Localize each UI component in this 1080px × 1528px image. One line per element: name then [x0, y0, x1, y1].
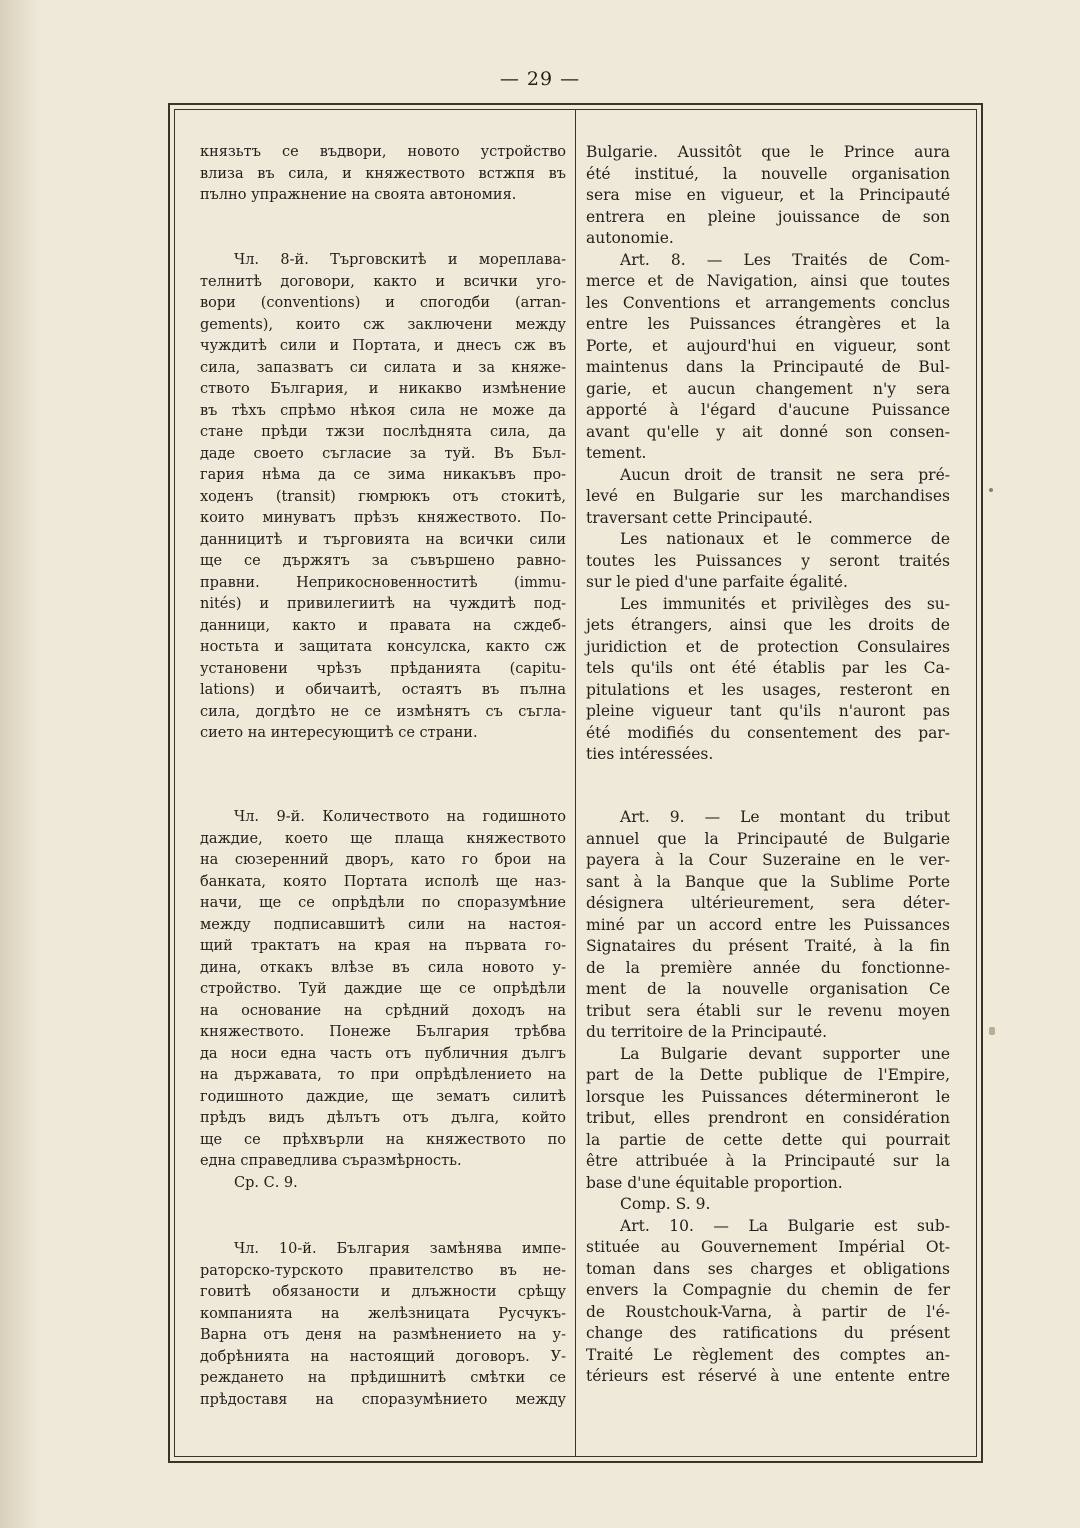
text-line: envers la Compagnie du chemin de fer	[586, 1281, 950, 1299]
page-edge-shadow	[0, 0, 40, 1528]
text-line: sant à la Banque que la Sublime Porte	[586, 872, 950, 891]
text-line: miné par un accord entre les Puissances	[586, 915, 950, 934]
text-line: сието на интересующитѣ се страни.	[200, 725, 478, 741]
text-line: entre les Puissances étrangères et la	[586, 315, 950, 333]
bg-article-9	[200, 807, 566, 1194]
text-line: garie, et aucun changement n'y sera	[586, 379, 950, 398]
text-line: gements), които сж заключени между	[200, 316, 566, 333]
text-line: tels qu'ils ont été établis par les Ca-	[586, 659, 950, 677]
text-line: въ тѣхъ спрѣмо нѣкоя сила не може да	[200, 402, 566, 419]
text-line: княжеството. Понеже България трѣбва	[200, 1024, 566, 1040]
text-line: сила, запазватъ си силата и за княже-	[200, 359, 566, 376]
text-line: sur le pied d'une parfaite égalité.	[586, 573, 848, 591]
text-line: прѣдоставя на споразумѣнието между	[200, 1391, 566, 1408]
text-line: гария нѣма да се зима никакъвъ про-	[200, 467, 566, 483]
text-line: вори (conventions) и спогодби (arran-	[200, 295, 566, 311]
text-line: ходенъ (transit) гюмрюкъ отъ стокитѣ,	[200, 488, 566, 505]
text-line: Art. 10. — La Bulgarie est sub-	[620, 1216, 950, 1235]
text-line: tribut sera établi sur le revenu moyen	[586, 1001, 950, 1020]
text-line: Варна отъ деня на размѣнението на у-	[200, 1327, 566, 1343]
text-line: les Conventions et arrangements conclus	[586, 293, 950, 312]
text-line: на държавата, то при опрѣдѣлението на	[200, 1067, 566, 1083]
text-line: даждие, което ще плаща княжеството	[200, 830, 566, 847]
cross-reference: Comp. S. 9.	[620, 1195, 711, 1213]
text-line: merce et de Navigation, ainsi que toutes	[586, 272, 950, 290]
fr-intro-and-article-8	[586, 142, 950, 766]
text-line: влиза въ сила, и княжеството встжпя въ	[200, 165, 566, 182]
text-line: la partie de cette dette qui pourrait	[586, 1130, 950, 1149]
text-line: годишното даждие, ще зематъ силитѣ	[200, 1088, 566, 1105]
text-line: на сюзеренний дворъ, като го брои на	[200, 852, 566, 868]
text-line: Art. 9. — Le montant du tribut	[620, 808, 950, 826]
text-line: désignera ultérieurement, sera déter-	[586, 894, 950, 912]
text-line: ството България, и никакво измѣнение	[200, 381, 566, 397]
text-line: été modifiés du consentement des par-	[586, 723, 950, 742]
text-line: pleine vigueur tant qu'ils n'auront pas	[586, 702, 950, 720]
text-line: tribut, elles prendront en considération	[586, 1109, 950, 1127]
text-line: change des ratifications du présent	[586, 1324, 950, 1342]
text-line: juridiction et de protection Consulaires	[586, 637, 950, 656]
text-line: jets étrangers, ainsi que les droits de	[586, 616, 950, 634]
bg-article-8	[200, 250, 566, 745]
text-line: Les immunités et privilèges des su-	[620, 594, 950, 613]
text-line: ties intéressées.	[586, 745, 714, 763]
text-line: Les nationaux et le commerce de	[620, 530, 950, 548]
text-line: toman dans ses charges et obligations	[586, 1259, 950, 1278]
text-line: говитѣ обязаности и длъжности срѣщу	[200, 1284, 566, 1300]
text-line: реждането на прѣдишнитѣ смѣтки се	[200, 1370, 566, 1386]
text-line: sera mise en vigueur, et la Principauté	[586, 186, 950, 204]
text-line: стройство. Туй даждие ще се опрѣдѣли	[200, 981, 566, 997]
text-line: Traité Le règlement des comptes an-	[586, 1345, 950, 1364]
text-line: банката, която Портата исполѣ ще наз-	[200, 873, 566, 890]
text-line: pitulations et les usages, resteront en	[586, 680, 950, 699]
text-line: être attribuée à la Principauté sur la	[586, 1152, 950, 1170]
text-line: установени чрѣзъ прѣданията (capitu-	[200, 660, 566, 677]
text-line: autonomie.	[586, 229, 674, 247]
text-line: щий трактатъ на края на първата го-	[200, 938, 566, 954]
text-line: avant qu'elle y ait donné son consen-	[586, 422, 950, 441]
text-line: пълно упражнение на своята автономия.	[200, 187, 517, 203]
text-line: телнитѣ договори, както и всички уго-	[200, 273, 566, 290]
text-line: base d'une équitable proportion.	[586, 1173, 843, 1192]
text-line: Porte, et aujourd'hui en vigueur, sont	[586, 336, 950, 355]
text-line: дина, откакъ влѣзе въ сила новото у-	[200, 959, 566, 976]
text-line: traversant cette Principauté.	[586, 508, 813, 527]
text-line: Art. 8. — Les Traités de Com-	[620, 250, 950, 269]
text-line: tement.	[586, 444, 647, 462]
text-line: раторско-турското правителство въ не-	[200, 1262, 566, 1279]
text-line: stituée au Gouvernement Impérial Ot-	[586, 1238, 950, 1256]
ink-speck	[989, 1027, 995, 1035]
text-line: levé en Bulgarie sur les marchandises	[586, 487, 950, 505]
text-line: ment de la nouvelle organisation Ce	[586, 980, 950, 998]
text-line: ностьта и защитата консулска, както сж	[200, 639, 566, 655]
text-line: lations) и обичаитѣ, остаятъ въ пълна	[200, 682, 566, 698]
text-line: ще се прѣхвърли на княжеството по	[200, 1131, 566, 1148]
ink-speck	[989, 488, 993, 492]
text-line: данници, както и правата на сждеб-	[200, 617, 566, 634]
text-line: été institué, la nouvelle organisation	[586, 164, 950, 183]
text-line: Чл. 8-й. Търговскитѣ и мореплава-	[234, 252, 566, 268]
text-line: правни. Неприкосновенноститѣ (immu-	[200, 574, 566, 591]
text-line: на основание на срѣдний доходъ на	[200, 1002, 566, 1019]
text-line: apporté à l'égard d'aucune Puissance	[586, 401, 950, 419]
text-line: чуждитѣ сили и Портата, и днесъ сж въ	[200, 338, 566, 354]
text-line: добрѣнията на настоящий договоръ. У-	[200, 1348, 566, 1365]
text-line: князьтъ се въдвори, новото устройство	[200, 144, 566, 160]
text-line: даде своето съгласие за туй. Въ Бъл-	[200, 445, 566, 462]
text-line: една справедлива съразмѣрность.	[200, 1153, 462, 1169]
text-line: да носи една часть отъ публичния дългъ	[200, 1045, 566, 1062]
text-line: lorsque les Puissances détermineront le	[586, 1087, 950, 1106]
text-line: сила, догдѣто не се измѣнятъ съ съгла-	[200, 703, 566, 720]
text-line: прѣдъ видъ дѣлътъ отъ дълга, който	[200, 1110, 566, 1126]
bg-article-10	[200, 1239, 566, 1411]
text-line: payera à la Cour Suzeraine en le ver-	[586, 851, 950, 869]
text-line: Чл. 9-й. Количеството на годишното	[234, 809, 566, 825]
bg-intro-paragraph	[200, 142, 566, 207]
page-number: — 29 —	[499, 68, 581, 90]
text-line: компанията на желѣзницата Русчукъ-	[200, 1305, 566, 1322]
text-line: de la première année du fonctionne-	[586, 958, 950, 977]
cross-reference: Ср. С. 9.	[234, 1174, 298, 1191]
text-line: данницитѣ и търговията на всички сили	[200, 531, 566, 548]
text-line: Чл. 10-й. България замѣнява импе-	[234, 1241, 566, 1257]
text-line: entrera en pleine jouissance de son	[586, 207, 950, 226]
text-line: Aucun droit de transit ne sera pré-	[620, 465, 950, 484]
text-line: du territoire de la Principauté.	[586, 1023, 828, 1041]
text-line: между подписавшитѣ сили на настоя-	[200, 916, 566, 933]
text-line: La Bulgarie devant supporter une	[620, 1044, 950, 1063]
text-line: annuel que la Principauté de Bulgarie	[586, 829, 950, 848]
text-line: ще се държятъ за съвършено равно-	[200, 553, 566, 569]
text-line: part de la Dette publique de l'Empire,	[586, 1066, 950, 1084]
text-line: които минуватъ прѣзъ княжеството. По-	[200, 510, 566, 526]
text-line: maintenus dans la Principauté de Bul-	[586, 358, 950, 376]
text-line: Signataires du présent Traité, à la fin	[586, 937, 950, 955]
text-line: de Roustchouk-Varna, à partir de l'é-	[586, 1302, 950, 1321]
text-line: Bulgarie. Aussitôt que le Prince aura	[586, 143, 950, 161]
text-line: начи, ще се опрѣдѣли по споразумѣние	[200, 895, 566, 911]
text-line: térieurs est réservé à une entente entre	[586, 1367, 950, 1385]
text-line: стане прѣди тжзи послѣднята сила, да	[200, 424, 566, 440]
column-divider	[575, 109, 576, 1457]
fr-articles-9-10	[586, 807, 950, 1388]
text-line: nités) и привилегиитѣ на чуждитѣ под-	[200, 596, 566, 612]
text-line: toutes les Puissances y seront traités	[586, 551, 950, 570]
